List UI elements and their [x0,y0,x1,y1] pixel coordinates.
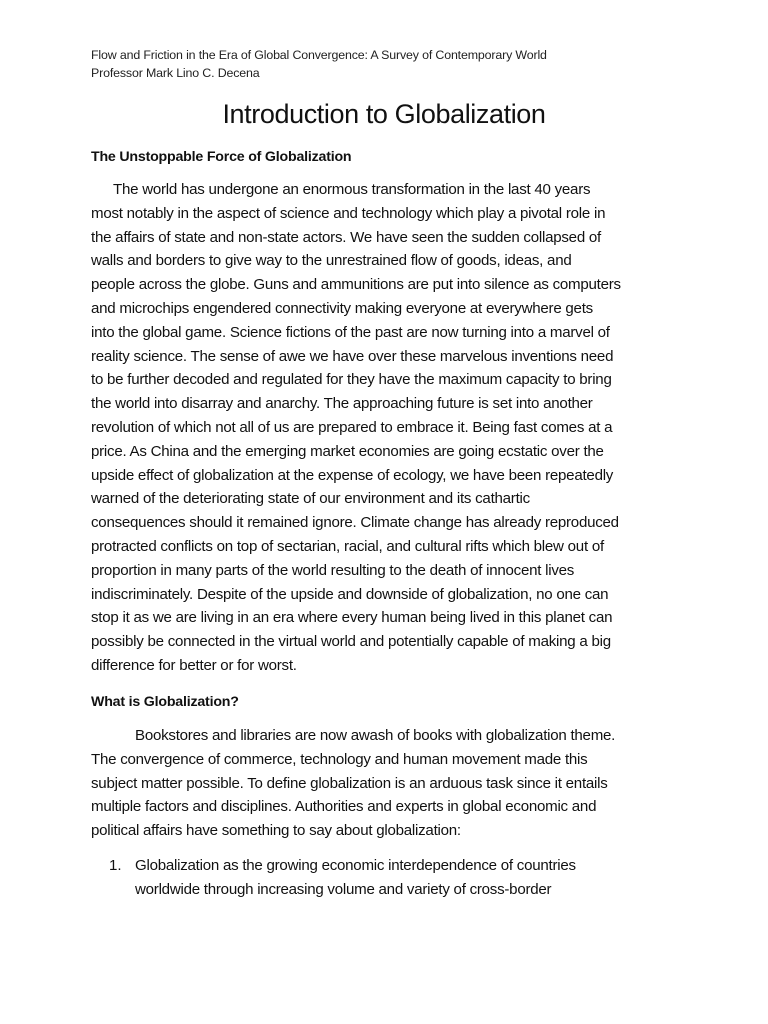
paragraph-line: difference for better or for worst. [91,656,297,674]
paragraph-line: walls and borders to give way to the unrestrained flow of goods, ideas, and [91,252,572,270]
list-item-line: worldwide through increasing volume and variety of cross-border [135,880,552,898]
paragraph-line: most notably in the aspect of science and technology which play a pivotal role in [91,204,606,222]
paragraph-line: The convergence of commerce, technology and human movement made this [91,750,588,768]
paragraph-line: price. As China and the emerging market economies are going ecstatic over the [91,442,604,460]
paragraph-line: reality science. The sense of awe we have over these marvelous inventions need [91,347,614,365]
paragraph-line: proportion in many parts of the world resulting to the death of innocent lives [91,561,575,579]
list-item [109,854,709,902]
paragraph-line: upside effect of globalization at the expense of ecology, we have been repeatedly [91,466,614,484]
section1-paragraph [91,178,691,678]
list-item-line: Globalization as the growing economic interdependence of countries [135,857,576,874]
definitions-list [109,854,709,902]
paragraph-line: protracted conflicts on top of sectarian, racial, and cultural rifts which blew out of [91,537,604,555]
paragraph-line: revolution of which not all of us are prepared to embrace it. Being fast comes at a [91,418,613,436]
section-heading-what-is-globalization: What is Globalization? [91,694,239,710]
paragraph-line: and microchips engendered connectivity making everyone at everywhere gets [91,299,593,317]
paragraph-line: possibly be connected in the virtual world and potentially capable of making a big [91,633,611,651]
paragraph-line: The world has undergone an enormous transformation in the last 40 years [113,181,591,198]
paragraph-line: into the global game. Science fictions of the past are now turning into a marvel of [91,323,610,341]
professor-line: Professor Mark Lino C. Decena [91,66,260,80]
paragraph-line: stop it as we are living in an era where every human being lived in this planet can [91,609,613,627]
paragraph-line: multiple factors and disciplines. Authorities and experts in global economic and [91,798,597,816]
page-title: Introduction to Globalization [222,99,546,129]
paragraph-line: to be further decoded and regulated for they have the maximum capacity to bring [91,371,612,389]
list-item-text [135,854,709,902]
paragraph-line: warned of the deteriorating state of our environment and its cathartic [91,490,530,508]
paragraph-line: consequences should it remained ignore. Climate change has already reproduced [91,514,619,532]
document-header [91,46,731,82]
paragraph-line: political affairs have something to say about globalization: [91,822,461,840]
paragraph-line: the affairs of state and non-state actors. We have seen the sudden collapsed of [91,228,601,246]
paragraph-line: people across the globe. Guns and ammunitions are put into silence as computers [91,276,621,294]
paragraph-line: subject matter possible. To define globalization is an arduous task since it entails [91,774,608,792]
paragraph-line: Bookstores and libraries are now awash of books with globalization theme. [135,727,616,744]
section-heading-unstoppable-force: The Unstoppable Force of Globalization [91,149,352,165]
section2-paragraph [91,724,691,843]
paragraph-line: the world into disarray and anarchy. The approaching future is set into another [91,395,593,413]
paragraph-line: indiscriminately. Despite of the upside and downside of globalization, no one can [91,585,609,603]
course-title-line: Flow and Friction in the Era of Global Convergence: A Survey of Contemporary World [91,48,547,62]
list-item-number: 1. [109,857,122,874]
